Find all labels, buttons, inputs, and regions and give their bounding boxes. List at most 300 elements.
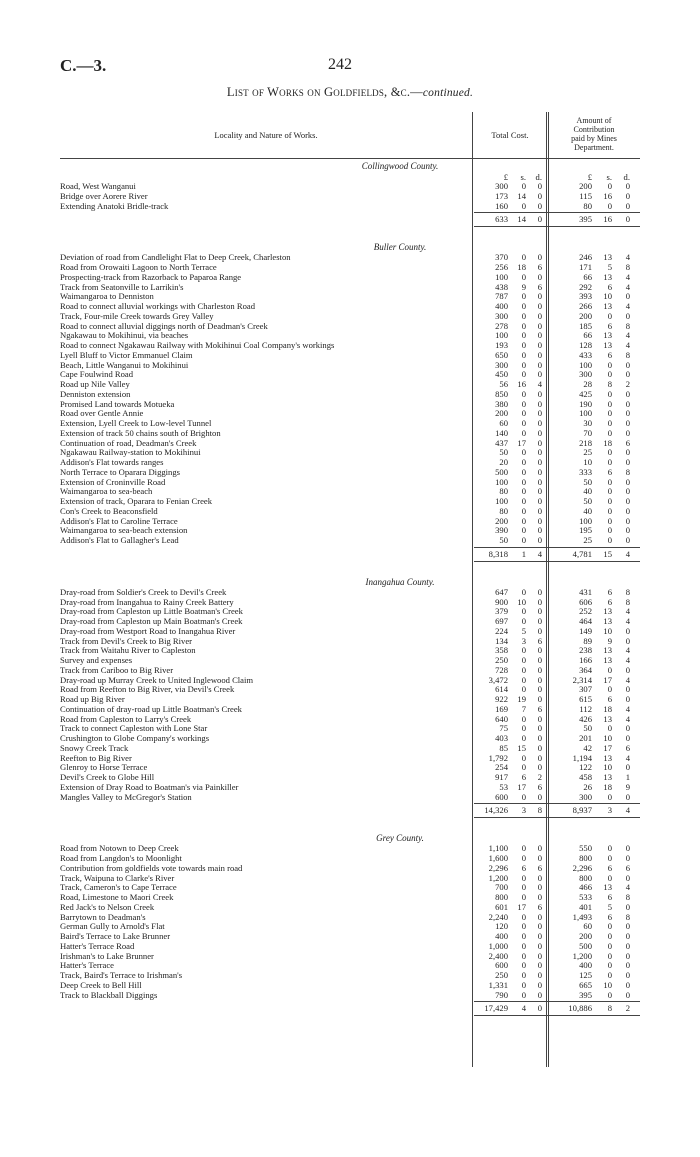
work-description: Road to connect Ngakawau Railway with Mokihinui Coal Company's workings bbox=[60, 341, 335, 350]
total-cost-shillings: 5 bbox=[521, 625, 526, 636]
county-section bbox=[60, 160, 640, 227]
contribution-amount-pence: 8 bbox=[625, 466, 630, 477]
contribution-amount-shillings: 0 bbox=[607, 921, 612, 932]
contribution-amount-pounds: 606 bbox=[579, 596, 592, 607]
contribution-amount-shillings: 13 bbox=[603, 772, 612, 782]
total-cost-pence: 0 bbox=[537, 921, 542, 932]
total-cost-pounds: 50 bbox=[499, 535, 508, 545]
contribution-amount-pence: 8 bbox=[625, 320, 630, 331]
total-cost-shillings: 0 bbox=[521, 447, 526, 458]
work-description: Contribution from goldfields vote towards main road bbox=[60, 863, 243, 873]
contribution-amount-pence: 0 bbox=[625, 694, 630, 704]
contribution-amount-pounds: 190 bbox=[579, 398, 592, 409]
total-cost-pence: 4 bbox=[537, 379, 542, 389]
table-row bbox=[60, 429, 640, 439]
county-total-contribution-pence: 4 bbox=[625, 805, 630, 816]
page-title bbox=[0, 85, 700, 100]
contribution-amount-pounds: 2,296 bbox=[572, 862, 592, 873]
total-cost-pence: 0 bbox=[537, 892, 542, 902]
county-total-contribution-pounds: 10,886 bbox=[568, 1003, 592, 1014]
contribution-amount-pence: 0 bbox=[625, 515, 630, 526]
total-cost-pounds: 53 bbox=[499, 781, 508, 792]
total-cost-pence: 0 bbox=[537, 515, 542, 526]
contribution-amount-pounds: 28 bbox=[583, 379, 592, 389]
contribution-amount-pence: 4 bbox=[625, 713, 630, 724]
work-description: Bridge over Aorere River bbox=[60, 191, 148, 201]
total-cost-pounds: 400 bbox=[495, 931, 508, 941]
work-description: Road up Big River bbox=[60, 695, 125, 704]
total-cost-shillings: 3 bbox=[521, 635, 526, 646]
contribution-amount-shillings: 0 bbox=[607, 476, 612, 487]
total-cost-pounds: 300 bbox=[495, 359, 508, 370]
contribution-amount-pence: 0 bbox=[625, 291, 630, 302]
contribution-amount-shillings: 0 bbox=[607, 457, 612, 467]
total-cost-shillings: 0 bbox=[521, 388, 526, 399]
contribution-amount-shillings: 17 bbox=[603, 742, 612, 753]
contribution-amount-shillings: 13 bbox=[603, 882, 612, 893]
contribution-amount-pence: 6 bbox=[625, 862, 630, 873]
contribution-amount-shillings: 0 bbox=[607, 664, 612, 675]
total-cost-pence: 0 bbox=[537, 535, 542, 545]
contribution-amount-pence: 0 bbox=[625, 398, 630, 409]
total-cost-shillings: 0 bbox=[521, 872, 526, 883]
contribution-amount-shillings: 0 bbox=[607, 505, 612, 516]
table-row bbox=[60, 874, 640, 884]
county-total-contribution-shillings: 15 bbox=[603, 548, 612, 559]
work-description: Baird's Terrace to Lake Brunner bbox=[60, 932, 171, 941]
work-description: Hatter's Terrace bbox=[60, 961, 114, 971]
total-cost-shillings: 0 bbox=[521, 655, 526, 665]
contribution-amount-pounds: 26 bbox=[583, 781, 592, 792]
county-total-row bbox=[60, 1000, 640, 1016]
county-total-cost-pounds: 14,326 bbox=[484, 805, 508, 816]
contribution-amount-pounds: 665 bbox=[579, 979, 592, 990]
total-cost-pounds: 450 bbox=[495, 369, 508, 380]
contribution-amount-pounds: 464 bbox=[579, 616, 592, 626]
contribution-amount-pounds: 2,314 bbox=[572, 674, 592, 685]
total-cost-pounds: 640 bbox=[495, 713, 508, 724]
total-cost-shillings: 0 bbox=[521, 960, 526, 971]
contribution-amount-pounds: 149 bbox=[579, 625, 592, 636]
contribution-amount-pounds: 115 bbox=[579, 190, 592, 201]
work-description: Devil's Creek to Globe Hill bbox=[60, 773, 155, 782]
table-row bbox=[60, 468, 640, 478]
contribution-amount-shillings: 13 bbox=[603, 645, 612, 656]
total-cost-pence: 0 bbox=[537, 723, 542, 734]
contribution-amount-pence: 0 bbox=[625, 505, 630, 516]
county-total-cost-pence: 0 bbox=[537, 214, 542, 225]
work-description: Extending Anatoki Bridle-track bbox=[60, 201, 169, 211]
contribution-amount-pounds: 100 bbox=[579, 515, 592, 526]
contribution-amount-pence: 8 bbox=[625, 586, 630, 597]
table-row bbox=[60, 656, 640, 666]
contribution-amount-pence: 0 bbox=[625, 535, 630, 545]
total-cost-pounds: 400 bbox=[495, 301, 508, 311]
contribution-amount-pence: 0 bbox=[625, 181, 630, 191]
table-row bbox=[60, 409, 640, 419]
contribution-amount-shillings: 10 bbox=[603, 625, 612, 636]
contribution-amount-pence: 8 bbox=[625, 262, 630, 272]
work-description: Road from Langdon's to Moonlight bbox=[60, 854, 182, 863]
work-description: Road from Notown to Deep Creek bbox=[60, 844, 179, 854]
total-cost-pence: 0 bbox=[537, 505, 542, 516]
contribution-amount-shillings: 0 bbox=[607, 310, 612, 321]
table-header bbox=[60, 112, 640, 159]
work-description: Reefton to Big River bbox=[60, 753, 132, 763]
contribution-amount-pence: 4 bbox=[625, 703, 630, 714]
contribution-amount-shillings: 13 bbox=[603, 252, 612, 263]
work-description: Track from Devil's Creek to Big River bbox=[60, 636, 193, 646]
table-row bbox=[60, 695, 640, 705]
contribution-amount-pence: 0 bbox=[625, 190, 630, 201]
contribution-amount-shillings: 13 bbox=[603, 301, 612, 311]
contribution-amount-pounds: 125 bbox=[579, 970, 592, 980]
contribution-amount-shillings: 0 bbox=[607, 853, 612, 863]
total-cost-pounds: 20 bbox=[499, 457, 508, 467]
contribution-amount-shillings: 0 bbox=[607, 486, 612, 497]
contribution-amount-pence: 0 bbox=[625, 635, 630, 646]
contribution-amount-pounds: 89 bbox=[583, 635, 592, 646]
total-cost-shillings: 0 bbox=[521, 664, 526, 675]
total-cost-shillings: 0 bbox=[521, 791, 526, 802]
table-row bbox=[60, 253, 640, 263]
total-cost-pence: 0 bbox=[537, 960, 542, 971]
total-cost-pence: 0 bbox=[537, 853, 542, 863]
county-total-cost-shillings: 4 bbox=[521, 1003, 526, 1014]
work-description: Denniston extension bbox=[60, 389, 131, 399]
county-total-contribution-pounds: 8,937 bbox=[572, 805, 592, 816]
contribution-amount-shillings: 8 bbox=[607, 379, 612, 389]
contribution-amount-pounds: 200 bbox=[579, 310, 592, 321]
contribution-amount-pounds: 25 bbox=[583, 535, 592, 545]
total-cost-shillings: 0 bbox=[521, 486, 526, 497]
contribution-amount-pence: 0 bbox=[625, 872, 630, 883]
contribution-amount-shillings: 6 bbox=[607, 281, 612, 292]
total-cost-shillings: 6 bbox=[521, 772, 526, 782]
total-cost-shillings: 0 bbox=[521, 515, 526, 526]
total-cost-pence: 0 bbox=[537, 408, 542, 419]
total-cost-shillings: 0 bbox=[521, 505, 526, 516]
total-cost-shillings: 0 bbox=[521, 457, 526, 467]
total-cost-pence: 0 bbox=[537, 733, 542, 743]
total-cost-pounds: 922 bbox=[495, 694, 508, 704]
total-cost-shillings: 0 bbox=[521, 979, 526, 990]
total-units-shillings: s. bbox=[520, 172, 526, 182]
work-description: Snowy Creek Track bbox=[60, 743, 129, 753]
work-description: Dray-road from Soldier's Creek to Devil's Creek bbox=[60, 587, 227, 597]
total-cost-shillings: 0 bbox=[521, 674, 526, 685]
contribution-amount-shillings: 6 bbox=[607, 349, 612, 360]
contribution-amount-pence: 0 bbox=[625, 853, 630, 863]
total-cost-pence: 0 bbox=[537, 457, 542, 467]
total-cost-shillings: 0 bbox=[521, 496, 526, 506]
contribution-amount-shillings: 0 bbox=[607, 427, 612, 438]
contribution-amount-pence: 8 bbox=[625, 349, 630, 360]
contribution-amount-pence: 0 bbox=[625, 359, 630, 370]
total-cost-pounds: 300 bbox=[495, 310, 508, 321]
contribution-amount-pounds: 458 bbox=[579, 772, 592, 782]
contribution-amount-pence: 4 bbox=[625, 882, 630, 893]
total-cost-pounds: 100 bbox=[495, 496, 508, 506]
total-cost-pounds: 370 bbox=[495, 252, 508, 263]
total-cost-pence: 0 bbox=[537, 664, 542, 675]
total-cost-pounds: 697 bbox=[495, 616, 508, 626]
contribution-amount-pence: 4 bbox=[625, 645, 630, 656]
total-cost-pence: 6 bbox=[537, 862, 542, 873]
total-cost-pence: 0 bbox=[537, 320, 542, 331]
work-description: Extension of Dray Road to Boatman's via Painkiller bbox=[60, 782, 239, 792]
section-gap bbox=[60, 227, 640, 241]
contribution-amount-pence: 8 bbox=[625, 892, 630, 902]
work-description: Track, Baird's Terrace to Irishman's bbox=[60, 971, 183, 980]
work-description: Waimangaroa to sea-beach extension bbox=[60, 526, 188, 536]
work-description: Road from Capleston to Larry's Creek bbox=[60, 714, 192, 724]
contribution-amount-pounds: 266 bbox=[579, 301, 592, 311]
contribution-amount-pence: 0 bbox=[625, 901, 630, 912]
county-total-cost-shillings: 1 bbox=[521, 548, 526, 559]
work-description: Lyell Bluff to Victor Emmanuel Claim bbox=[60, 350, 193, 360]
county-total-cost-pounds: 8,318 bbox=[488, 548, 508, 559]
county-heading: Collingwood County. bbox=[361, 161, 439, 171]
contribution-amount-pence: 0 bbox=[625, 310, 630, 321]
county-total-cost-pounds: 633 bbox=[495, 214, 508, 225]
work-description: Waimangaroa to Denniston bbox=[60, 292, 154, 302]
county-total-contribution-pounds: 395 bbox=[579, 214, 592, 225]
contribution-amount-pence: 0 bbox=[625, 200, 630, 211]
contribution-amount-shillings: 6 bbox=[607, 911, 612, 922]
total-cost-pence: 0 bbox=[537, 596, 542, 607]
county-total-contribution-pence: 2 bbox=[625, 1003, 630, 1014]
table-row bbox=[60, 793, 640, 803]
total-cost-pence: 0 bbox=[537, 447, 542, 458]
total-cost-shillings: 0 bbox=[521, 418, 526, 428]
contribution-amount-pence: 9 bbox=[625, 781, 630, 792]
total-cost-pence: 0 bbox=[537, 466, 542, 477]
contribution-amount-shillings: 0 bbox=[607, 408, 612, 419]
total-cost-pounds: 100 bbox=[495, 271, 508, 282]
table-row bbox=[60, 763, 640, 773]
table-row bbox=[60, 981, 640, 991]
contribution-amount-pounds: 100 bbox=[579, 408, 592, 419]
total-cost-shillings: 0 bbox=[521, 733, 526, 743]
contribution-amount-shillings: 18 bbox=[603, 781, 612, 792]
contribution-amount-pounds: 25 bbox=[583, 447, 592, 458]
contribution-amount-pence: 8 bbox=[625, 596, 630, 607]
work-description: Deep Creek to Bell Hill bbox=[60, 980, 142, 990]
work-description: Extension of track, Oparara to Fenian Creek bbox=[60, 497, 213, 506]
contribution-amount-pounds: 533 bbox=[579, 892, 592, 902]
contribution-amount-pence: 0 bbox=[625, 525, 630, 536]
contribution-amount-pence: 0 bbox=[625, 843, 630, 854]
total-cost-shillings: 0 bbox=[521, 970, 526, 980]
contribution-amount-pence: 0 bbox=[625, 970, 630, 980]
total-cost-pence: 0 bbox=[537, 684, 542, 695]
total-cost-shillings: 18 bbox=[517, 262, 526, 272]
total-cost-pence: 0 bbox=[537, 742, 542, 753]
total-cost-pence: 0 bbox=[537, 645, 542, 656]
total-cost-pounds: 85 bbox=[499, 742, 508, 753]
work-description: Track, Waipuna to Clarke's River bbox=[60, 873, 175, 883]
total-cost-pence: 0 bbox=[537, 989, 542, 1000]
work-description: Addison's Flat to Gallagher's Lead bbox=[60, 536, 179, 545]
contribution-amount-pence: 0 bbox=[625, 762, 630, 773]
total-cost-shillings: 14 bbox=[517, 190, 526, 201]
title-main: List of Works on Goldfields, &c.— bbox=[226, 85, 423, 99]
contribution-amount-pence: 4 bbox=[625, 281, 630, 292]
contribution-amount-pounds: 246 bbox=[579, 252, 592, 263]
total-cost-pounds: 380 bbox=[495, 398, 508, 409]
total-cost-shillings: 0 bbox=[521, 843, 526, 854]
total-cost-pence: 0 bbox=[537, 674, 542, 685]
total-cost-pounds: 437 bbox=[495, 437, 508, 448]
total-cost-shillings: 0 bbox=[521, 762, 526, 773]
contribution-amount-pounds: 128 bbox=[579, 340, 592, 350]
work-description: Track, Four-mile Creek towards Grey Valley bbox=[60, 311, 214, 321]
contribution-amount-pence: 0 bbox=[625, 931, 630, 941]
total-cost-pounds: 614 bbox=[495, 684, 508, 695]
contribution-amount-pounds: 393 bbox=[579, 291, 592, 302]
total-cost-pounds: 728 bbox=[495, 664, 508, 675]
total-cost-pounds: 134 bbox=[495, 635, 508, 646]
contribution-amount-pence: 0 bbox=[625, 723, 630, 734]
total-cost-shillings: 0 bbox=[521, 586, 526, 597]
table-row bbox=[60, 922, 640, 932]
total-cost-pence: 0 bbox=[537, 418, 542, 428]
contribution-amount-pence: 0 bbox=[625, 979, 630, 990]
contribution-amount-pence: 4 bbox=[625, 301, 630, 311]
total-cost-shillings: 9 bbox=[521, 281, 526, 292]
contribution-amount-shillings: 13 bbox=[603, 616, 612, 626]
total-cost-shillings: 0 bbox=[521, 252, 526, 263]
contribution-amount-pounds: 40 bbox=[583, 486, 592, 497]
table-row bbox=[60, 961, 640, 971]
contribution-amount-shillings: 6 bbox=[607, 586, 612, 597]
contribution-amount-shillings: 6 bbox=[607, 320, 612, 331]
work-description: Continuation of road, Deadman's Creek bbox=[60, 438, 197, 448]
total-cost-shillings: 0 bbox=[521, 950, 526, 961]
total-cost-pounds: 700 bbox=[495, 882, 508, 893]
table-row bbox=[60, 507, 640, 517]
table-row bbox=[60, 724, 640, 734]
contribution-amount-shillings: 18 bbox=[603, 703, 612, 714]
contribution-amount-pounds: 201 bbox=[579, 733, 592, 743]
total-cost-shillings: 0 bbox=[521, 535, 526, 545]
total-cost-shillings: 17 bbox=[517, 437, 526, 448]
contribution-amount-pounds: 364 bbox=[579, 664, 592, 675]
total-cost-pounds: 56 bbox=[499, 379, 508, 389]
total-cost-pounds: 1,000 bbox=[488, 940, 508, 951]
total-cost-pounds: 500 bbox=[495, 466, 508, 477]
contribution-amount-shillings: 0 bbox=[607, 369, 612, 380]
table-row bbox=[60, 744, 640, 754]
total-cost-pounds: 100 bbox=[495, 330, 508, 341]
work-description: Mangles Valley to McGregor's Station bbox=[60, 792, 192, 802]
total-cost-pence: 0 bbox=[537, 388, 542, 399]
total-cost-pence: 0 bbox=[537, 713, 542, 724]
table-row bbox=[60, 302, 640, 312]
contribution-amount-pence: 4 bbox=[625, 606, 630, 617]
total-cost-shillings: 0 bbox=[521, 989, 526, 1000]
county-heading: Buller County. bbox=[373, 242, 427, 253]
work-description: Irishman's to Lake Brunner bbox=[60, 951, 154, 961]
total-cost-pence: 0 bbox=[537, 872, 542, 883]
total-cost-pence: 6 bbox=[537, 703, 542, 714]
table-row bbox=[60, 380, 640, 390]
work-description: Barrytown to Deadman's bbox=[60, 912, 146, 922]
contribution-amount-pence: 0 bbox=[625, 791, 630, 802]
contribution-amount-pounds: 70 bbox=[583, 427, 592, 438]
contribution-amount-pounds: 10 bbox=[583, 457, 592, 467]
contribution-amount-pence: 0 bbox=[625, 369, 630, 380]
currency-units-row bbox=[60, 172, 640, 182]
total-cost-shillings: 0 bbox=[521, 940, 526, 951]
total-cost-shillings: 6 bbox=[521, 862, 526, 873]
total-cost-shillings: 0 bbox=[521, 931, 526, 941]
contribution-amount-pence: 0 bbox=[625, 733, 630, 743]
total-cost-pence: 0 bbox=[537, 525, 542, 536]
contribution-amount-pence: 0 bbox=[625, 486, 630, 497]
header-locality: Locality and Nature of Works. bbox=[214, 130, 318, 140]
work-description: Crushington to Globe Company's workings bbox=[60, 734, 210, 743]
contribution-amount-pounds: 252 bbox=[579, 606, 592, 617]
contribution-amount-shillings: 13 bbox=[603, 606, 612, 617]
total-cost-pounds: 200 bbox=[495, 515, 508, 526]
work-description: Road from Orowaiti Lagoon to North Terrace bbox=[60, 263, 217, 272]
county-total-row bbox=[60, 211, 640, 227]
county-total-cost-shillings: 3 bbox=[521, 805, 526, 816]
total-cost-pence: 0 bbox=[537, 437, 542, 448]
work-description: Prospecting-track from Razorback to Paparoa Range bbox=[60, 272, 242, 282]
work-description: Continuation of dray-road up Little Boatman's Creek bbox=[60, 704, 242, 714]
contribution-amount-shillings: 6 bbox=[607, 862, 612, 873]
total-cost-pence: 0 bbox=[537, 427, 542, 438]
total-cost-pence: 0 bbox=[537, 970, 542, 980]
total-cost-pounds: 250 bbox=[495, 970, 508, 980]
table-row bbox=[60, 439, 640, 449]
total-cost-shillings: 0 bbox=[521, 525, 526, 536]
contribution-amount-shillings: 0 bbox=[607, 872, 612, 883]
total-cost-pence: 0 bbox=[537, 931, 542, 941]
contribution-amount-pence: 0 bbox=[625, 418, 630, 428]
contribution-amount-shillings: 6 bbox=[607, 892, 612, 902]
total-cost-pounds: 800 bbox=[495, 892, 508, 902]
contribution-amount-shillings: 5 bbox=[607, 262, 612, 272]
total-cost-pounds: 1,792 bbox=[488, 752, 508, 763]
contribution-amount-pounds: 400 bbox=[579, 960, 592, 971]
contribution-amount-shillings: 10 bbox=[603, 733, 612, 743]
total-cost-shillings: 0 bbox=[521, 853, 526, 863]
contribution-amount-pounds: 66 bbox=[583, 330, 592, 341]
work-description: Track, Cameron's to Cape Terrace bbox=[60, 883, 177, 893]
work-description: Road, Limestone to Maori Creek bbox=[60, 893, 174, 902]
contribution-amount-pounds: 800 bbox=[579, 853, 592, 863]
county-total-row bbox=[60, 546, 640, 562]
contribution-amount-shillings: 0 bbox=[607, 843, 612, 854]
county-heading: Inangahua County. bbox=[365, 576, 435, 587]
total-cost-shillings: 0 bbox=[521, 340, 526, 350]
work-description: Addison's Flat to Caroline Terrace bbox=[60, 516, 178, 526]
total-cost-pence: 0 bbox=[537, 291, 542, 302]
total-cost-pence: 0 bbox=[537, 369, 542, 380]
total-cost-shillings: 10 bbox=[517, 596, 526, 607]
total-cost-shillings: 0 bbox=[521, 684, 526, 695]
total-cost-pounds: 1,200 bbox=[488, 872, 508, 883]
table-row bbox=[60, 971, 640, 981]
work-description: Road over Gentle Annie bbox=[60, 409, 144, 419]
work-description: Con's Creek to Beaconsfield bbox=[60, 506, 158, 516]
total-cost-shillings: 0 bbox=[521, 723, 526, 734]
total-cost-shillings: 0 bbox=[521, 349, 526, 360]
